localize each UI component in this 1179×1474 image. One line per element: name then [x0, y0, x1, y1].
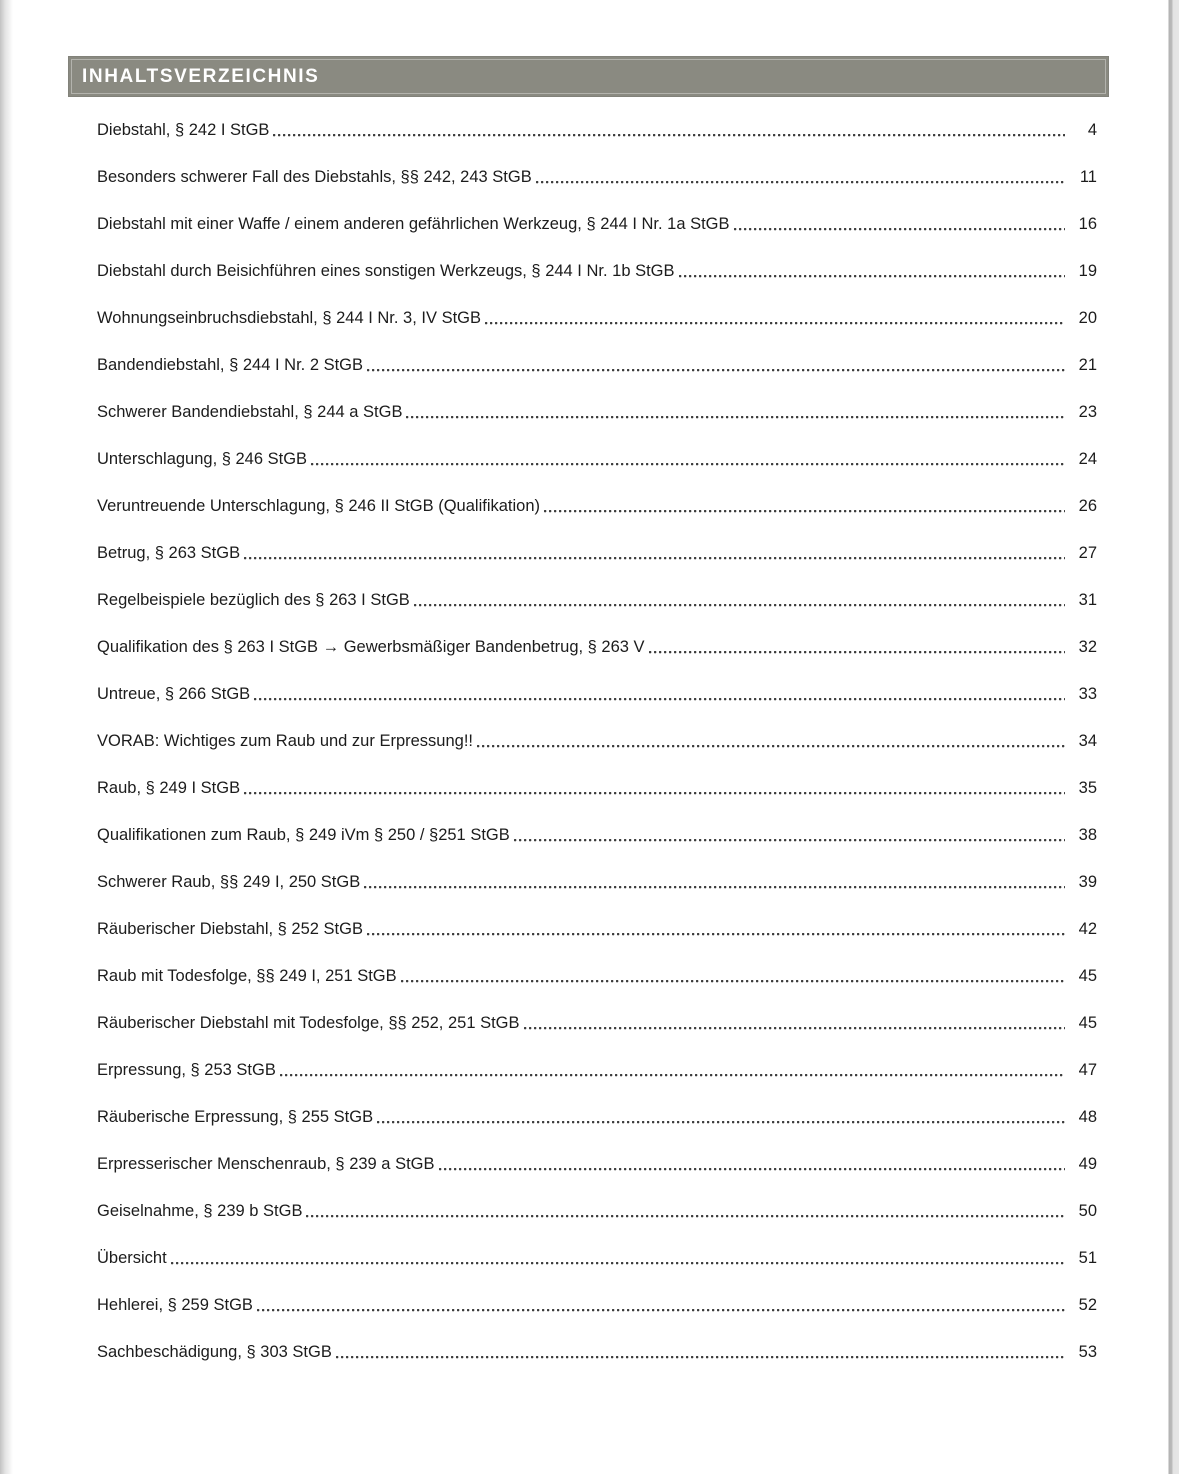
dot-leader [514, 826, 1065, 845]
toc-entry[interactable] [97, 497, 1097, 516]
dot-leader [401, 967, 1065, 986]
dot-leader [244, 544, 1065, 563]
toc-entry[interactable] [97, 450, 1097, 469]
toc-title: INHALTSVERZEICHNIS [82, 66, 320, 87]
dot-leader [536, 168, 1065, 187]
toc-entry-page: 50 [1078, 1202, 1097, 1220]
toc-entry-label: Erpresserischer Menschenraub, § 239 a StGB [97, 1155, 435, 1173]
toc-entry-label: Erpressung, § 253 StGB [97, 1061, 276, 1079]
dot-leader [377, 1108, 1065, 1127]
toc-entry[interactable] [97, 262, 1097, 281]
dot-leader [679, 262, 1065, 281]
dot-leader [336, 1343, 1065, 1362]
toc-entry[interactable] [97, 544, 1097, 563]
toc-entry[interactable] [97, 168, 1097, 187]
dot-leader [485, 309, 1065, 328]
toc-entry[interactable] [97, 638, 1097, 657]
toc-entry-label: Schwerer Raub, §§ 249 I, 250 StGB [97, 873, 361, 891]
toc-entry-page: 48 [1078, 1108, 1097, 1126]
toc-entry-label: Schwerer Bandendiebstahl, § 244 a StGB [97, 403, 403, 421]
toc-entry-label: Räuberischer Diebstahl mit Todesfolge, §§ 252, 251 StGB [97, 1014, 520, 1032]
toc-entry-page: 35 [1078, 779, 1097, 797]
toc-entry-label: Übersicht [97, 1249, 167, 1267]
toc-entry-label: Bandendiebstahl, § 244 I Nr. 2 StGB [97, 356, 364, 374]
toc-entry[interactable] [97, 215, 1097, 234]
toc-header-banner [68, 56, 1109, 97]
toc-entry-label: Diebstahl mit einer Waffe / einem anderen gefährlichen Werkzeug, § 244 I Nr. 1a StGB [97, 215, 730, 233]
page-edge-left [0, 0, 13, 1474]
toc-entry-page: 53 [1078, 1343, 1097, 1361]
toc-entry-label: VORAB: Wichtiges zum Raub und zur Erpressung!! [97, 732, 473, 750]
toc-entry[interactable] [97, 1249, 1097, 1268]
toc-entry-page: 47 [1078, 1061, 1097, 1079]
toc-entry-page: 4 [1087, 121, 1097, 139]
dot-leader [477, 732, 1065, 751]
toc-entry[interactable] [97, 779, 1097, 798]
toc-entry-label: Räuberische Erpressung, § 255 StGB [97, 1108, 374, 1126]
toc-entry-page: 23 [1078, 403, 1097, 421]
toc-entry[interactable] [97, 873, 1097, 892]
toc-entry-page: 20 [1078, 309, 1097, 327]
dot-leader [524, 1014, 1065, 1033]
toc-entry-page: 42 [1078, 920, 1097, 938]
toc-entry[interactable] [97, 1155, 1097, 1174]
dot-leader [364, 873, 1065, 892]
toc-entry-label: Diebstahl durch Beisichführen eines sonstigen Werkzeugs, § 244 I Nr. 1b StGB [97, 262, 675, 280]
toc-entry-page: 34 [1078, 732, 1097, 750]
dot-leader [439, 1155, 1065, 1174]
toc-entry[interactable] [97, 121, 1097, 140]
dot-leader [280, 1061, 1065, 1080]
toc-entry-page: 33 [1078, 685, 1097, 703]
toc-entry-label: Sachbeschädigung, § 303 StGB [97, 1343, 332, 1361]
toc-entry-page: 26 [1078, 497, 1097, 515]
dot-leader [406, 403, 1065, 422]
dot-leader [244, 779, 1065, 798]
toc-entry-page: 11 [1079, 168, 1097, 186]
toc-entry-label: Untreue, § 266 StGB [97, 685, 251, 703]
toc-entry-page: 38 [1078, 826, 1097, 844]
toc-entry-page: 16 [1078, 215, 1097, 233]
toc-entry-label: Räuberischer Diebstahl, § 252 StGB [97, 920, 363, 938]
toc-list [97, 121, 1097, 1390]
toc-entry[interactable] [97, 732, 1097, 751]
dot-leader [649, 638, 1065, 657]
toc-entry[interactable] [97, 967, 1097, 986]
toc-entry-label: Betrug, § 263 StGB [97, 544, 241, 562]
toc-entry-page: 45 [1078, 1014, 1097, 1032]
toc-entry[interactable] [97, 1108, 1097, 1127]
toc-entry-label: Qualifikation des § 263 I StGB → Gewerbsmäßiger Bandenbetrug, § 263 V [97, 638, 645, 656]
toc-entry-label: Hehlerei, § 259 StGB [97, 1296, 253, 1314]
dot-leader [734, 215, 1065, 234]
toc-entry[interactable] [97, 1014, 1097, 1033]
toc-entry-label: Veruntreuende Unterschlagung, § 246 II StGB (Qualifikation) [97, 497, 541, 515]
toc-entry-page: 27 [1078, 544, 1097, 562]
dot-leader [273, 121, 1065, 140]
toc-entry-label: Regelbeispiele bezüglich des § 263 I StGB [97, 591, 410, 609]
toc-entry-label: Wohnungseinbruchsdiebstahl, § 244 I Nr. 3, IV StGB [97, 309, 482, 327]
toc-entry[interactable] [97, 591, 1097, 610]
dot-leader [254, 685, 1065, 704]
toc-entry-label: Unterschlagung, § 246 StGB [97, 450, 308, 468]
toc-entry-page: 19 [1078, 262, 1097, 280]
toc-entry-page: 32 [1078, 638, 1097, 656]
toc-entry[interactable] [97, 920, 1097, 939]
dot-leader [367, 920, 1065, 939]
toc-entry[interactable] [97, 1343, 1097, 1362]
toc-entry-label: Geiselnahme, § 239 b StGB [97, 1202, 303, 1220]
toc-entry[interactable] [97, 1202, 1097, 1221]
toc-entry[interactable] [97, 309, 1097, 328]
toc-entry-page: 45 [1078, 967, 1097, 985]
toc-entry[interactable] [97, 1061, 1097, 1080]
toc-entry[interactable] [97, 826, 1097, 845]
dot-leader [306, 1202, 1065, 1221]
dot-leader [367, 356, 1065, 375]
toc-entry-label: Raub, § 249 I StGB [97, 779, 241, 797]
toc-entry-page: 49 [1078, 1155, 1097, 1173]
dot-leader [544, 497, 1065, 516]
page-edge-right [1168, 0, 1179, 1474]
toc-entry[interactable] [97, 403, 1097, 422]
toc-entry-page: 52 [1078, 1296, 1097, 1314]
toc-entry[interactable] [97, 1296, 1097, 1315]
toc-entry-label: Diebstahl, § 242 I StGB [97, 121, 270, 139]
toc-entry-label: Qualifikationen zum Raub, § 249 iVm § 250 / §251 StGB [97, 826, 510, 844]
toc-entry[interactable] [97, 356, 1097, 375]
toc-entry-page: 31 [1078, 591, 1097, 609]
toc-entry-label: Raub mit Todesfolge, §§ 249 I, 251 StGB [97, 967, 397, 985]
toc-entry-page: 51 [1078, 1249, 1097, 1267]
toc-entry-page: 21 [1078, 356, 1097, 374]
dot-leader [257, 1296, 1065, 1315]
dot-leader [414, 591, 1065, 610]
toc-entry[interactable] [97, 685, 1097, 704]
dot-leader [171, 1249, 1065, 1268]
dot-leader [311, 450, 1065, 469]
toc-entry-label: Besonders schwerer Fall des Diebstahls, §§ 242, 243 StGB [97, 168, 532, 186]
toc-entry-page: 39 [1078, 873, 1097, 891]
toc-entry-page: 24 [1078, 450, 1097, 468]
